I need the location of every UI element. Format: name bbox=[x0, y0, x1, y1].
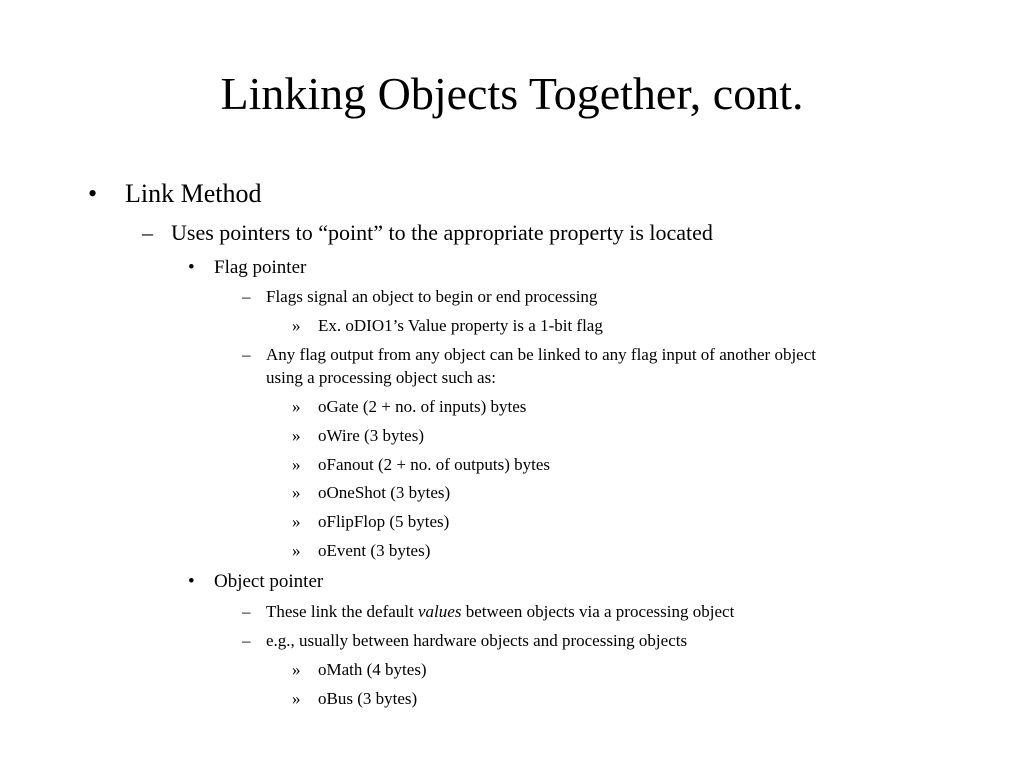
outline-item-flags-signal: Flags signal an object to begin or end processing bbox=[266, 287, 598, 306]
these-link-values: values bbox=[418, 602, 462, 621]
chevron-marker: » bbox=[292, 455, 301, 474]
chevron-marker: » bbox=[292, 689, 301, 708]
bullet-marker: • bbox=[188, 571, 195, 592]
outline-item-ogate: oGate (2 + no. of inputs) bytes bbox=[318, 397, 527, 416]
outline-item-ooneshot: oOneShot (3 bytes) bbox=[318, 483, 451, 502]
slide-title: Linking Objects Together, cont. bbox=[220, 68, 804, 119]
chevron-marker: » bbox=[292, 541, 301, 560]
dash-marker: – bbox=[242, 631, 251, 650]
outline-item-oflipflop: oFlipFlop (5 bytes) bbox=[318, 512, 450, 531]
outline-item-object-pointer: Object pointer bbox=[214, 571, 324, 592]
chevron-marker: » bbox=[292, 483, 301, 502]
outline-item-ofanout: oFanout (2 + no. of outputs) bytes bbox=[318, 455, 550, 474]
chevron-marker: » bbox=[292, 316, 301, 335]
outline-item-flag-pointer: Flag pointer bbox=[214, 257, 307, 278]
chevron-marker: » bbox=[292, 512, 301, 531]
dash-marker: – bbox=[142, 220, 153, 245]
chevron-marker: » bbox=[292, 660, 301, 679]
chevron-marker: » bbox=[292, 426, 301, 445]
bullet-marker: • bbox=[188, 257, 195, 278]
chevron-marker: » bbox=[292, 397, 301, 416]
outline-item-example-odio1: Ex. oDIO1’s Value property is a 1-bit flag bbox=[318, 316, 603, 335]
outline-item-obus: oBus (3 bytes) bbox=[318, 689, 418, 708]
outline-item-these-link bbox=[266, 601, 734, 623]
outline-item-uses-pointers: Uses pointers to “point” to the appropriate property is located bbox=[171, 220, 713, 245]
dash-marker: – bbox=[242, 602, 251, 621]
outline-item-eg-usually: e.g., usually between hardware objects and processing objects bbox=[266, 631, 688, 650]
these-link-after: between objects via a processing object bbox=[461, 602, 735, 621]
outline-item-oevent: oEvent (3 bytes) bbox=[318, 541, 431, 560]
outline-item-link-method: Link Method bbox=[125, 179, 262, 208]
bullet-marker: • bbox=[88, 179, 98, 208]
dash-marker: – bbox=[242, 287, 251, 306]
outline-item-owire: oWire (3 bytes) bbox=[318, 426, 425, 445]
outline-item-any-flag-line1: Any flag output from any object can be linked to any flag input of another object bbox=[266, 345, 816, 364]
outline-item-any-flag-line2: using a processing object such as: bbox=[266, 368, 496, 387]
dash-marker: – bbox=[242, 345, 251, 364]
outline-item-omath: oMath (4 bytes) bbox=[318, 660, 427, 679]
these-link-before: These link the default bbox=[266, 602, 419, 621]
